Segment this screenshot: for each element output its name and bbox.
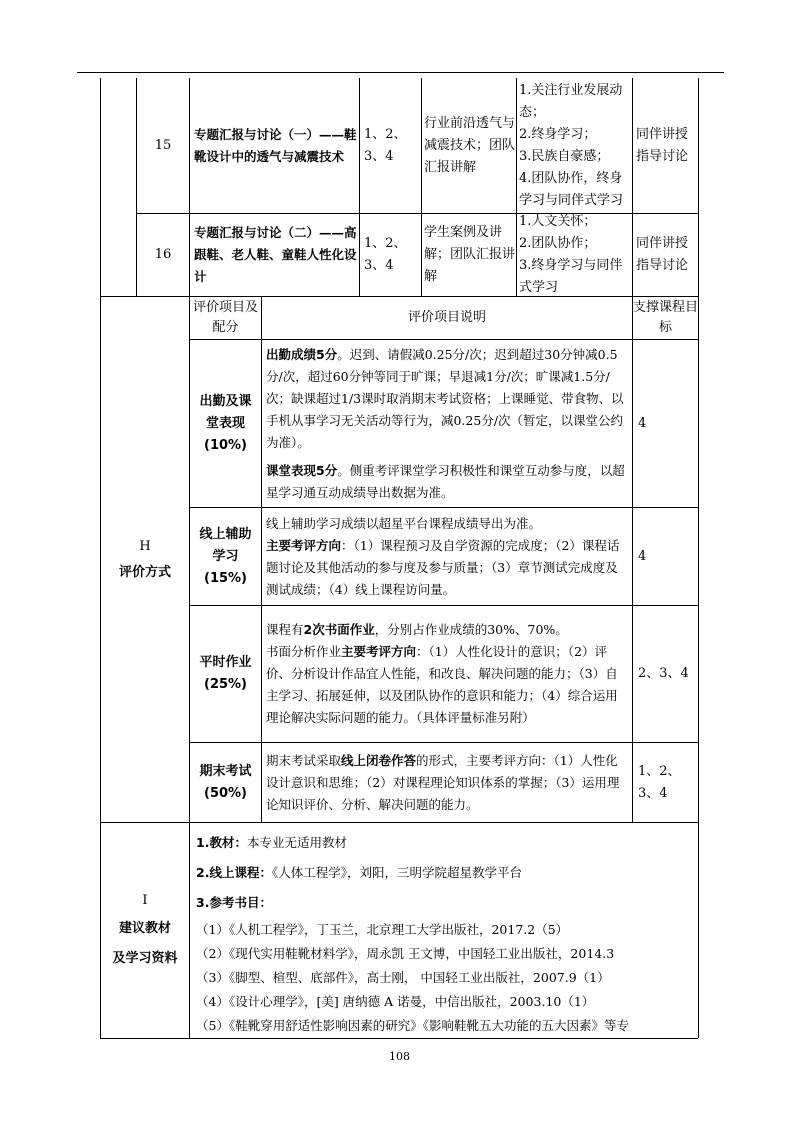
section-i-label xyxy=(101,823,189,1038)
section-title: 及学习资料 xyxy=(112,950,178,966)
performance-rules: 。侧重考评课堂学习积极性和课堂互动参与度，以超星学习通互动成绩导出数据为准。 xyxy=(266,462,625,500)
attendance-score-label: 出勤成绩5分 xyxy=(266,346,338,362)
online-course-text: 《人体工程学》，刘阳，三明学院超星教学平台 xyxy=(271,865,522,880)
online-desc-line: 线上辅助学习成绩以超星平台课程成绩导出为准。 xyxy=(266,515,542,531)
ideology-points xyxy=(519,79,631,213)
eval-desc-final-exam xyxy=(266,743,630,822)
eval-item-name: 平时作业 xyxy=(199,655,252,670)
table-border-right xyxy=(698,78,699,1038)
ideology-item: 1.人文关怀； xyxy=(519,214,597,229)
teaching-method: 同伴讲授指导讨论 xyxy=(636,236,689,273)
section-letter: H xyxy=(139,538,151,554)
ideology-item: 1.关注行业发展动态； xyxy=(519,83,623,120)
eval-item-name: 出勤及课堂表现 xyxy=(199,393,252,431)
eval-item-name: 线上辅助学习 xyxy=(199,526,252,564)
exam-text: 的形式，主要考评方向：（1）人性化设计意识和思维；（2）对课程理论知识体系的掌握；（3）运用理论知识评价、分析、解决问题的能力。 xyxy=(266,752,620,812)
header-course-goal: 支撑课程目标 xyxy=(633,300,699,335)
textbook-text: 本专业无适用教材 xyxy=(246,835,347,850)
section-letter: I xyxy=(142,892,148,908)
grid-line xyxy=(189,296,190,822)
section-h-label xyxy=(101,297,189,822)
reference-item: （2）《现代实用鞋靴材料学》，周永凯 王文博，中国轻工业出版社，2014.3 xyxy=(196,946,615,961)
table-border-bottom xyxy=(100,1038,698,1039)
section-title: 建议教材 xyxy=(118,920,171,936)
lesson-content: 行业前沿透气与减震技术；团队汇报讲解 xyxy=(424,116,516,175)
grid-line xyxy=(359,78,360,296)
eval-goal: 4 xyxy=(638,415,647,431)
ideology-item: 3.终身学习与同伴式学习 xyxy=(519,258,623,295)
lesson-content: 学生案例及讲解；团队汇报讲解 xyxy=(424,225,516,284)
page-number: 108 xyxy=(389,1050,410,1063)
eval-goal: 2、3、4 xyxy=(638,666,689,681)
exam-format: 线上闭卷作答 xyxy=(341,752,417,768)
grid-line xyxy=(632,78,633,296)
grid-line xyxy=(189,822,190,1038)
online-course-label: 2.线上课程： xyxy=(196,865,272,880)
eval-desc-attendance xyxy=(266,340,630,507)
row-number: 15 xyxy=(154,138,172,153)
ideology-item: 2.团队协作； xyxy=(519,236,597,251)
grid-line xyxy=(516,78,517,296)
course-goals: 1、2、3、4 xyxy=(364,127,407,164)
online-focus-label: 主要考评方向 xyxy=(266,537,342,553)
grid-line xyxy=(261,296,262,822)
homework-focus-text: ：（1）人性化设计的意识；（2）评价、分析设计作品宜人性能，和改良、解决问题的能力；（3）自主学习、拓展延伸，以及团队协作的意识和能力；（4）综合运用理论解决实际问题的能力。（具体评量标准另附） xyxy=(266,644,618,725)
grid-line xyxy=(421,78,422,296)
ideology-item: 2.终身学习； xyxy=(519,127,597,142)
attendance-rules: 。迟到、请假减0.25分/次；迟到超过30分钟减0.5分/次，超过60分钟等同于旷课；早退减1分/次；旷课减1.5分/次；缺课超过1/3课时取消期末考试资格；上课睡觉、带食物、以手机从事学习无关活动等行为，减0.25分/次（暂定，以课堂公约为准）。 xyxy=(266,346,624,450)
section-title: 评价方式 xyxy=(118,564,171,580)
reference-item: （1）《人机工程学》，丁玉兰，北京理工大学出版社，2017.2（5） xyxy=(196,922,569,937)
eval-item-homework xyxy=(192,606,259,742)
lesson-title: 专题汇报与讨论（二）——高跟鞋、老人鞋、童鞋人性化设计 xyxy=(194,225,357,284)
eval-item-score: (25%) xyxy=(204,677,247,692)
materials-list xyxy=(196,830,696,1036)
header-item-score: 评价项目及配分 xyxy=(192,300,258,335)
online-focus-text: ：（1）课程预习及自学资源的完成度；（2）课程话题讨论及其他活动的参与度及参与质量；（3）章节测试完成度及测试成绩；（4）线上课程访问量。 xyxy=(266,537,620,597)
eval-goal: 4 xyxy=(638,548,647,564)
homework-text: 书面分析作业 xyxy=(266,644,342,659)
textbook-label: 1.教材： xyxy=(196,835,247,850)
eval-item-attendance xyxy=(192,340,259,507)
performance-score-label: 课堂表现5分 xyxy=(266,462,338,478)
lesson-title: 专题汇报与讨论（一）——鞋靴设计中的透气与减震技术 xyxy=(194,127,357,164)
grid-line xyxy=(632,296,633,822)
homework-text: 课程有 xyxy=(266,622,304,637)
eval-item-score: (15%) xyxy=(204,570,247,586)
teaching-method: 同伴讲授指导讨论 xyxy=(636,127,689,164)
row-number: 16 xyxy=(154,247,172,262)
eval-desc-homework xyxy=(266,606,630,742)
eval-item-score: (50%) xyxy=(204,785,247,801)
course-goals: 1、2、3、4 xyxy=(364,236,407,273)
grid-line xyxy=(189,78,190,296)
eval-goal: 1、2、3、4 xyxy=(638,763,681,801)
homework-text: ，分别占作业成绩的30%、70%。 xyxy=(374,622,568,637)
ideology-points xyxy=(519,214,631,296)
exam-text: 期末考试采取 xyxy=(266,752,342,768)
eval-desc-online xyxy=(266,508,630,605)
eval-item-online xyxy=(192,508,259,605)
eval-item-final-exam xyxy=(192,743,259,822)
eval-item-name: 期末考试 xyxy=(199,763,252,779)
references-label: 3.参考书目： xyxy=(196,895,272,910)
homework-count: 2次书面作业 xyxy=(303,622,375,637)
reference-item: （4）《设计心理学》，[美] 唐纳德 A 诺曼，中信出版社，2003.10（1） xyxy=(196,994,595,1009)
reference-item: （3）《脚型、楦型、底部件》，高士刚， 中国轻工业出版社，2007.9（1） xyxy=(196,970,610,985)
eval-item-score: (10%) xyxy=(204,437,247,453)
header-rule xyxy=(77,72,724,73)
ideology-item: 3.民族自豪感； xyxy=(519,149,610,164)
header-description: 评价项目说明 xyxy=(407,310,486,325)
ideology-item: 4.团队协作，终身学习与同伴式学习 xyxy=(519,171,624,208)
reference-item: （5）《鞋靴穿用舒适性影响因素的研究》《影响鞋靴五大功能的五大因素》等专 xyxy=(196,1018,629,1033)
homework-focus-label: 主要考评方向 xyxy=(341,644,417,659)
